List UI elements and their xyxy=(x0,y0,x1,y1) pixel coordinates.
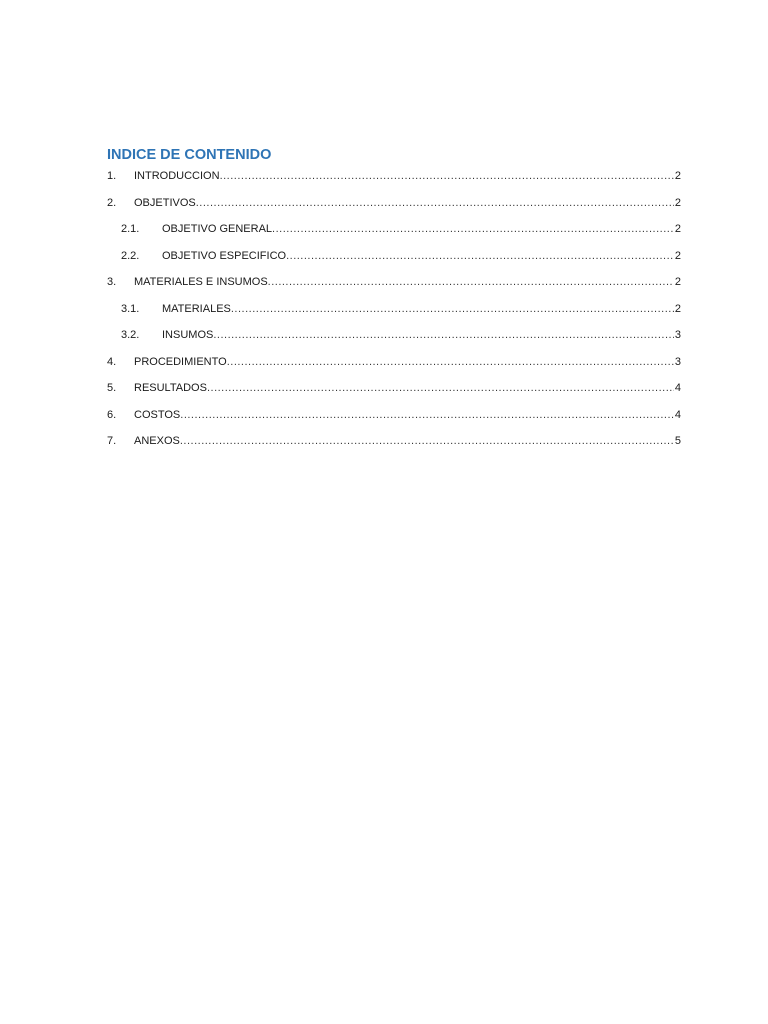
toc-dot-leader xyxy=(286,246,674,266)
toc-dot-leader xyxy=(207,378,674,398)
toc-entry-insumos[interactable] xyxy=(107,325,681,352)
toc-entry-page: 2 xyxy=(674,196,681,209)
toc-entry-title: OBJETIVOS xyxy=(134,196,196,209)
toc-entry-title: RESULTADOS xyxy=(134,382,207,394)
toc-heading: INDICE DE CONTENIDO xyxy=(107,147,272,163)
toc-entry-title: COSTOS xyxy=(134,408,181,421)
toc-dot-leader xyxy=(268,272,674,292)
toc-entry-title: ANEXOS xyxy=(134,435,180,447)
toc-entry-introduccion[interactable] xyxy=(107,166,681,193)
toc-dot-leader xyxy=(180,431,674,451)
toc-entry-anexos[interactable] xyxy=(107,431,681,458)
toc-entry-number: 6. xyxy=(107,408,117,421)
toc-dot-leader xyxy=(180,405,674,425)
toc-entry-title: PROCEDIMIENTO xyxy=(134,355,227,368)
toc-dot-leader xyxy=(272,219,674,239)
toc-entry-page: 2 xyxy=(674,223,681,235)
toc-dot-leader xyxy=(220,166,674,186)
toc-dot-leader xyxy=(231,299,674,319)
toc-entry-title: MATERIALES xyxy=(162,302,231,315)
toc-entry-page: 4 xyxy=(674,408,681,421)
toc-entry-title: OBJETIVO GENERAL xyxy=(162,223,273,235)
toc-entry-page: 3 xyxy=(674,329,681,341)
toc-entry-page: 5 xyxy=(674,435,681,447)
toc-entry-number: 2. xyxy=(107,196,117,209)
toc-entry-number: 5. xyxy=(107,382,117,394)
toc-dot-leader xyxy=(196,193,674,213)
toc-entry-page: 2 xyxy=(674,302,681,315)
toc-entry-number: 2.1. xyxy=(121,223,140,235)
toc-entry-costos[interactable] xyxy=(107,405,681,432)
toc-entry-page: 2 xyxy=(674,276,681,288)
toc-entry-objetivo-general[interactable] xyxy=(107,219,681,246)
toc-entry-title: INSUMOS xyxy=(162,329,214,341)
toc-entry-number: 2.2. xyxy=(121,249,140,262)
toc-entry-number: 3.1. xyxy=(121,302,140,315)
toc-entry-materiales[interactable] xyxy=(107,299,681,326)
toc-entry-resultados[interactable] xyxy=(107,378,681,405)
toc-list xyxy=(107,166,681,458)
toc-entry-page: 2 xyxy=(674,170,681,182)
toc-entry-number: 4. xyxy=(107,355,117,368)
toc-entry-materiales-e-insumos[interactable] xyxy=(107,272,681,299)
toc-entry-title: INTRODUCCION xyxy=(134,170,220,182)
toc-entry-number: 7. xyxy=(107,435,117,447)
toc-entry-title: MATERIALES E INSUMOS xyxy=(134,276,268,288)
toc-entry-objetivo-especifico[interactable] xyxy=(107,246,681,273)
toc-entry-number: 3. xyxy=(107,276,117,288)
toc-entry-objetivos[interactable] xyxy=(107,193,681,220)
toc-entry-procedimiento[interactable] xyxy=(107,352,681,379)
toc-entry-page: 2 xyxy=(674,249,681,262)
toc-entry-number: 3.2. xyxy=(121,329,140,341)
toc-entry-title: OBJETIVO ESPECIFICO xyxy=(162,249,287,262)
toc-dot-leader xyxy=(213,325,674,345)
toc-entry-number: 1. xyxy=(107,170,117,182)
toc-entry-page: 4 xyxy=(674,382,681,394)
toc-entry-page: 3 xyxy=(674,355,681,368)
toc-dot-leader xyxy=(227,352,674,372)
